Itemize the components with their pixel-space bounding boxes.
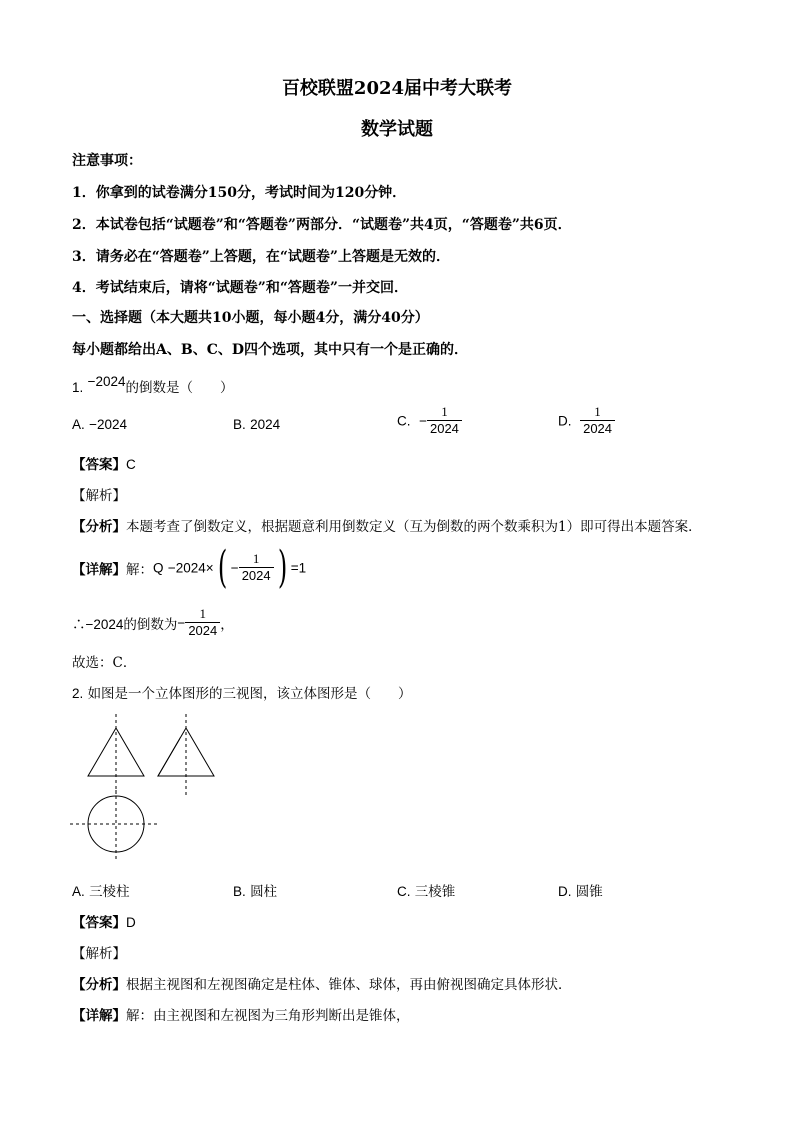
notice-item: 4．考试结束后，请将“试题卷”和“答题卷”一并交回． bbox=[72, 280, 408, 296]
q2-option-d: D. 圆锥 bbox=[558, 884, 603, 900]
q1-analysis-tag: 【解析】 bbox=[72, 488, 126, 504]
front-view-triangle bbox=[88, 714, 144, 794]
section-title: 一、选择题（本大题共10小题，每小题4分，满分40分） bbox=[72, 310, 429, 326]
q2-option-c: C. 三棱锥 bbox=[397, 884, 456, 900]
page-title: 百校联盟2024届中考大联考 bbox=[281, 78, 513, 99]
q1-option-c-fraction: $\frac{1}{2024}$ bbox=[427, 405, 462, 437]
q1-equation-fraction: $\frac{1}{2024}$ bbox=[239, 552, 274, 584]
q2-fenxi: 【分析】根据主视图和左视图确定是柱体、锥体、球体，再由俯视图确定具体形状． bbox=[72, 977, 572, 993]
q1-option-a: A. −2024 bbox=[72, 417, 127, 432]
question-1-stem bbox=[72, 376, 233, 396]
section-instruction: 每小题都给出A、B、C、D四个选项，其中只有一个是正确的． bbox=[72, 342, 468, 358]
page-subtitle: 数学试题 bbox=[361, 119, 433, 140]
q1-option-d: D. $\frac{1}{2024}$ bbox=[558, 405, 615, 437]
notice-item: 1．你拿到的试卷满分150分，考试时间为120分钟． bbox=[72, 185, 407, 201]
q1-choose: 故选：C． bbox=[72, 655, 137, 671]
notice-heading: 注意事项： bbox=[72, 153, 142, 169]
q2-answer: 【答案】D bbox=[72, 915, 136, 931]
question-2-stem: 2. 如图是一个立体图形的三视图，该立体图形是（ ） bbox=[72, 686, 412, 702]
notice-item: 2．本试卷包括“试题卷”和“答题卷”两部分．“试题卷”共4页，“答题卷”共6页． bbox=[72, 217, 572, 233]
q1-option-c: C. − $\frac{1}{2024}$ bbox=[397, 405, 462, 437]
q1-fenxi: 【分析】本题考查了倒数定义，根据题意利用倒数定义（互为倒数的两个数乘积为1）即可得出本题答案． bbox=[72, 519, 702, 535]
q1-xiangjie: 【详解】解：Q −2024×( − $\frac{1}{2024}$ ) =1 bbox=[72, 542, 307, 593]
q2-analysis-tag: 【解析】 bbox=[72, 946, 126, 962]
question-1-number: 1. bbox=[72, 380, 84, 395]
q1-therefore: ∴−2024的倒数为− $\frac{1}{2024}$ ， bbox=[72, 606, 234, 638]
q2-option-a: A. 三棱柱 bbox=[72, 884, 130, 900]
q1-therefore-fraction: $\frac{1}{2024}$ bbox=[185, 607, 220, 639]
side-view-diagram bbox=[150, 710, 220, 810]
q2-option-b: B. 圆柱 bbox=[233, 884, 278, 900]
q1-option-d-fraction: $\frac{1}{2024}$ bbox=[580, 405, 615, 437]
q2-xiangjie: 【详解】解：由主视图和左视图为三角形判断出是锥体， bbox=[72, 1008, 410, 1024]
q1-answer: 【答案】C bbox=[72, 457, 136, 473]
notice-item: 3．请务必在“答题卷”上答题，在“试题卷”上答题是无效的． bbox=[72, 249, 450, 265]
top-view-circle bbox=[70, 790, 160, 860]
q1-option-b: B. 2024 bbox=[233, 417, 281, 432]
question-1-stem-tail: 的倒数是（ ） bbox=[125, 380, 234, 396]
q1-equation-lead: Q bbox=[153, 560, 164, 576]
question-1-value: −2024 bbox=[87, 374, 126, 389]
question-2-number: 2. bbox=[72, 686, 84, 701]
